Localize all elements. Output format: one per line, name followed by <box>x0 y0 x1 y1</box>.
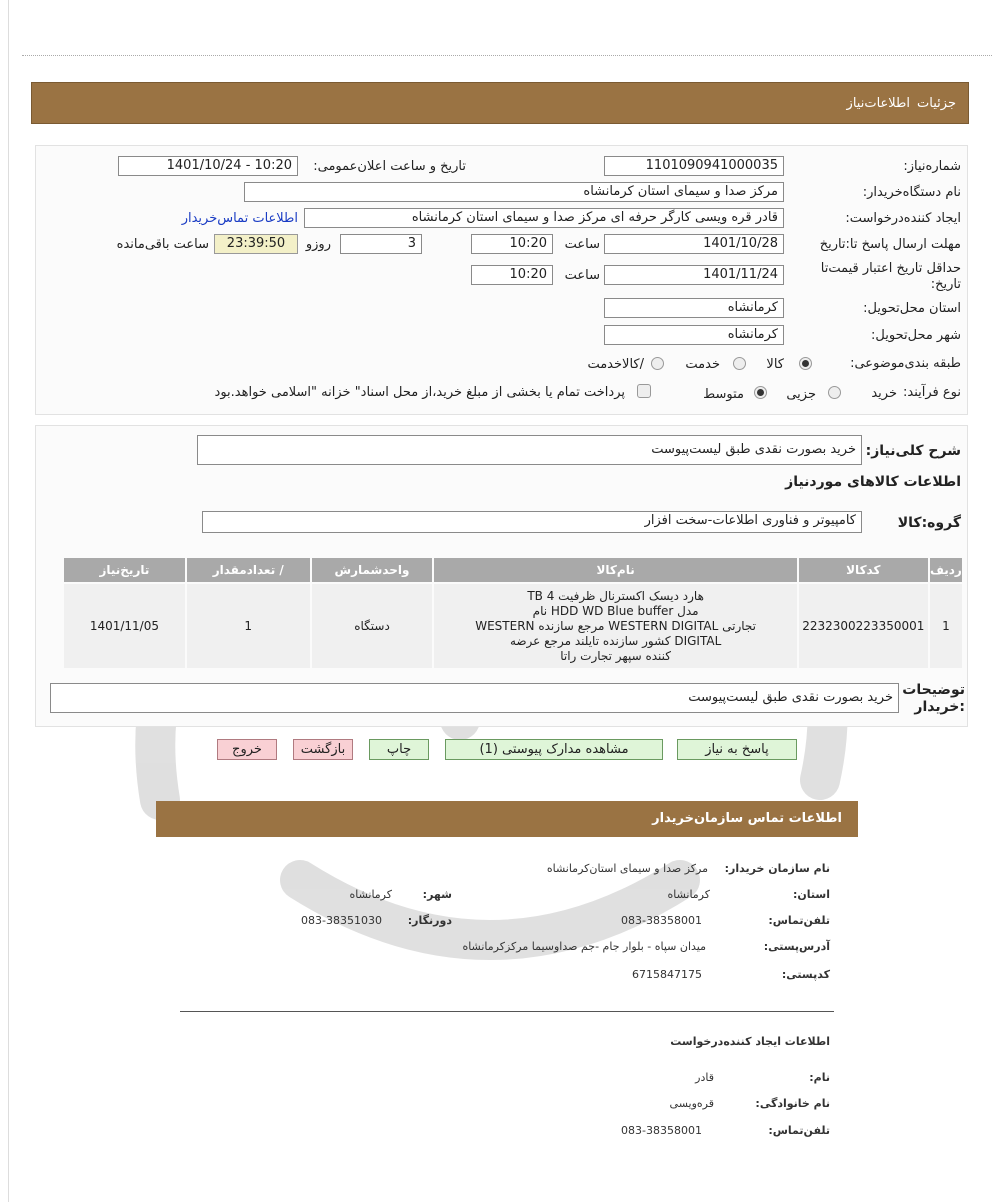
col-row: ردیف <box>930 558 962 582</box>
contact-postal-label: کدپستی: <box>781 968 830 981</box>
deadline-time-label: ساعت <box>564 237 600 252</box>
goods-table-header <box>64 558 962 582</box>
creator-label: ایجاد کننده‌درخواست: <box>845 211 961 226</box>
print-button[interactable]: چاپ <box>369 739 429 760</box>
process-medium-radio[interactable] <box>754 386 767 399</box>
contact-postal-value: 6715847175 <box>632 968 702 981</box>
need-number-field: 1101090941000035 <box>604 156 784 176</box>
cell-name-line: هارد دیسک اکسترنال ظرفیت 4 TB <box>527 588 704 603</box>
category-goods-service-radio[interactable] <box>651 357 664 370</box>
contact-fax-label: دورنگار: <box>407 914 452 927</box>
validity-time-label: ساعت <box>564 268 600 283</box>
creator-name-label: نام: <box>809 1071 830 1084</box>
reply-button[interactable]: پاسخ به نیاز <box>677 739 797 760</box>
back-button[interactable]: بازگشت <box>293 739 353 760</box>
category-goods-label: کالا <box>766 357 784 372</box>
buyer-contact-link[interactable]: اطلاعات تماس‌خریدار <box>181 211 298 226</box>
general-desc-field: خرید بصورت نقدی طبق لیست‌پیوست <box>197 435 862 465</box>
treasury-payment-checkbox[interactable] <box>637 384 651 398</box>
process-buy-label: خرید <box>871 386 897 401</box>
deadline-label: مهلت ارسال پاسخ تا:تاریخ <box>819 237 961 252</box>
buyer-notes-label-1: توضیحات <box>902 682 965 698</box>
province-label: استان محل‌تحویل: <box>863 301 961 316</box>
contact-phone-value: 083-38358001 <box>621 914 702 927</box>
col-qty: / تعدادمقدار <box>187 558 310 582</box>
contact-province-label: استان: <box>793 888 830 901</box>
contact-city-value: کرمانشاه <box>349 888 392 901</box>
top-divider <box>22 55 992 56</box>
validity-label-line1: حداقل تاریخ اعتبار قیمت‌تا <box>820 261 961 276</box>
page-left-border <box>8 0 9 1202</box>
remaining-label: ساعت باقی‌مانده <box>116 237 209 252</box>
process-medium-label: متوسط <box>703 387 744 402</box>
cell-qty: 1 <box>187 584 310 668</box>
cell-unit: دستگاه <box>312 584 433 668</box>
creator-name-value: قادر <box>695 1071 714 1084</box>
contact-org-value: مرکز صدا و سیمای استان‌کرمانشاه <box>546 862 708 875</box>
tab-need-info[interactable]: اطلاعات‌نیاز <box>846 96 910 111</box>
table-row[interactable] <box>64 584 962 668</box>
buyer-notes-label-2: :خریدار <box>914 699 965 715</box>
cell-name-line: مدل HDD WD Blue buffer نام <box>532 603 699 618</box>
creator-phone-label: تلفن‌تماس: <box>768 1124 830 1137</box>
category-goods-radio[interactable] <box>799 357 812 370</box>
cell-code: 2232300223350001 <box>799 584 928 668</box>
contact-province-value: کرمانشاه <box>667 888 710 901</box>
contact-divider <box>180 1011 834 1012</box>
contact-address-label: آدرس‌پستی: <box>763 940 830 953</box>
category-service-radio[interactable] <box>733 357 746 370</box>
view-attachments-button[interactable]: مشاهده مدارک پیوستی (1) <box>445 739 663 760</box>
page-header-bar <box>31 82 969 124</box>
buyer-contact-title: اطلاعات تماس سازمان‌خریدار <box>652 811 842 826</box>
need-number-label: شماره‌نیاز: <box>903 159 961 174</box>
process-label: نوع فرآیند: <box>903 385 961 400</box>
col-date: تاریخ‌نیاز <box>64 558 185 582</box>
col-name: نام‌کالا <box>434 558 796 582</box>
validity-label-line2: تاریخ: <box>930 277 961 292</box>
treasury-payment-note: پرداخت تمام یا بخشی از مبلغ خرید،از محل اسناد" خزانه "اسلامی خواهد.بود <box>214 385 625 400</box>
col-unit: واحدشمارش <box>312 558 433 582</box>
deadline-time-field: 10:20 <box>471 234 553 254</box>
cell-date: 1401/11/05 <box>64 584 185 668</box>
goods-table <box>62 556 964 670</box>
cell-name <box>434 584 796 668</box>
process-partial-label: جزیی <box>786 387 816 402</box>
exit-button[interactable]: خروج <box>217 739 277 760</box>
validity-time-field: 10:20 <box>471 265 553 285</box>
creator-field: قادر قره ویسی کارگر حرفه ای مرکز صدا و سیمای استان کرمانشاه <box>304 208 784 228</box>
cell-name-line: کننده سپهر تجارت راتا <box>560 648 671 663</box>
goods-info-title: اطلاعات کالاهای موردنیاز <box>785 474 961 490</box>
cell-name-line: تجارتی WESTERN DIGITAL مرجع سازنده WESTERN <box>475 618 756 633</box>
cell-name-line: DIGITAL کشور سازنده تایلند مرجع عرضه <box>509 633 722 648</box>
remaining-timer: 23:39:50 <box>214 234 298 254</box>
buyer-contact-bar <box>156 801 858 837</box>
goods-group-field: کامپیوتر و فناوری اطلاعات-سخت افزار <box>202 511 862 533</box>
buyer-org-field: مرکز صدا و سیمای استان کرمانشاه <box>244 182 784 202</box>
col-code: کدکالا <box>799 558 928 582</box>
goods-group-label: گروه:کالا <box>897 515 961 531</box>
contact-city-label: شهر: <box>422 888 452 901</box>
category-goods-service-label: /کالاخدمت <box>587 357 644 372</box>
category-service-label: خدمت <box>685 357 720 372</box>
category-label: طبقه بندی‌موضوعی: <box>850 356 961 371</box>
city-field: کرمانشاه <box>604 325 784 345</box>
creator-family-label: نام خانوادگی: <box>755 1097 830 1110</box>
creator-info-title: اطلاعات ایجاد کننده‌درخواست <box>670 1035 830 1048</box>
days-label: روزو <box>305 237 331 252</box>
days-field: 3 <box>340 234 422 254</box>
province-field: کرمانشاه <box>604 298 784 318</box>
creator-phone-value: 083-38358001 <box>621 1124 702 1137</box>
announce-field: 1401/10/24 - 10:20 <box>118 156 298 176</box>
process-partial-radio[interactable] <box>828 386 841 399</box>
deadline-date-field: 1401/10/28 <box>604 234 784 254</box>
contact-phone-label: تلفن‌تماس: <box>768 914 830 927</box>
buyer-org-label: نام دستگاه‌خریدار: <box>862 185 961 200</box>
buyer-notes-field: خرید بصورت نقدی طبق لیست‌پیوست <box>50 683 899 713</box>
general-desc-label: شرح کلی‌نیاز: <box>865 443 961 459</box>
validity-date-field: 1401/11/24 <box>604 265 784 285</box>
tab-details[interactable]: جزئیات <box>917 96 956 111</box>
contact-address-value: میدان سپاه - بلوار جام -جم صداوسیما مرکز‌کرمانشاه <box>462 940 706 953</box>
creator-family-value: قره‌ویسی <box>669 1097 714 1110</box>
city-label: شهر محل‌تحویل: <box>871 328 961 343</box>
contact-org-label: نام سازمان‌ خریدار: <box>724 862 830 875</box>
announce-label: تاریخ و ساعت اعلان‌عمومی: <box>313 159 466 174</box>
contact-fax-value: 083-38351030 <box>301 914 382 927</box>
cell-row: 1 <box>930 584 962 668</box>
